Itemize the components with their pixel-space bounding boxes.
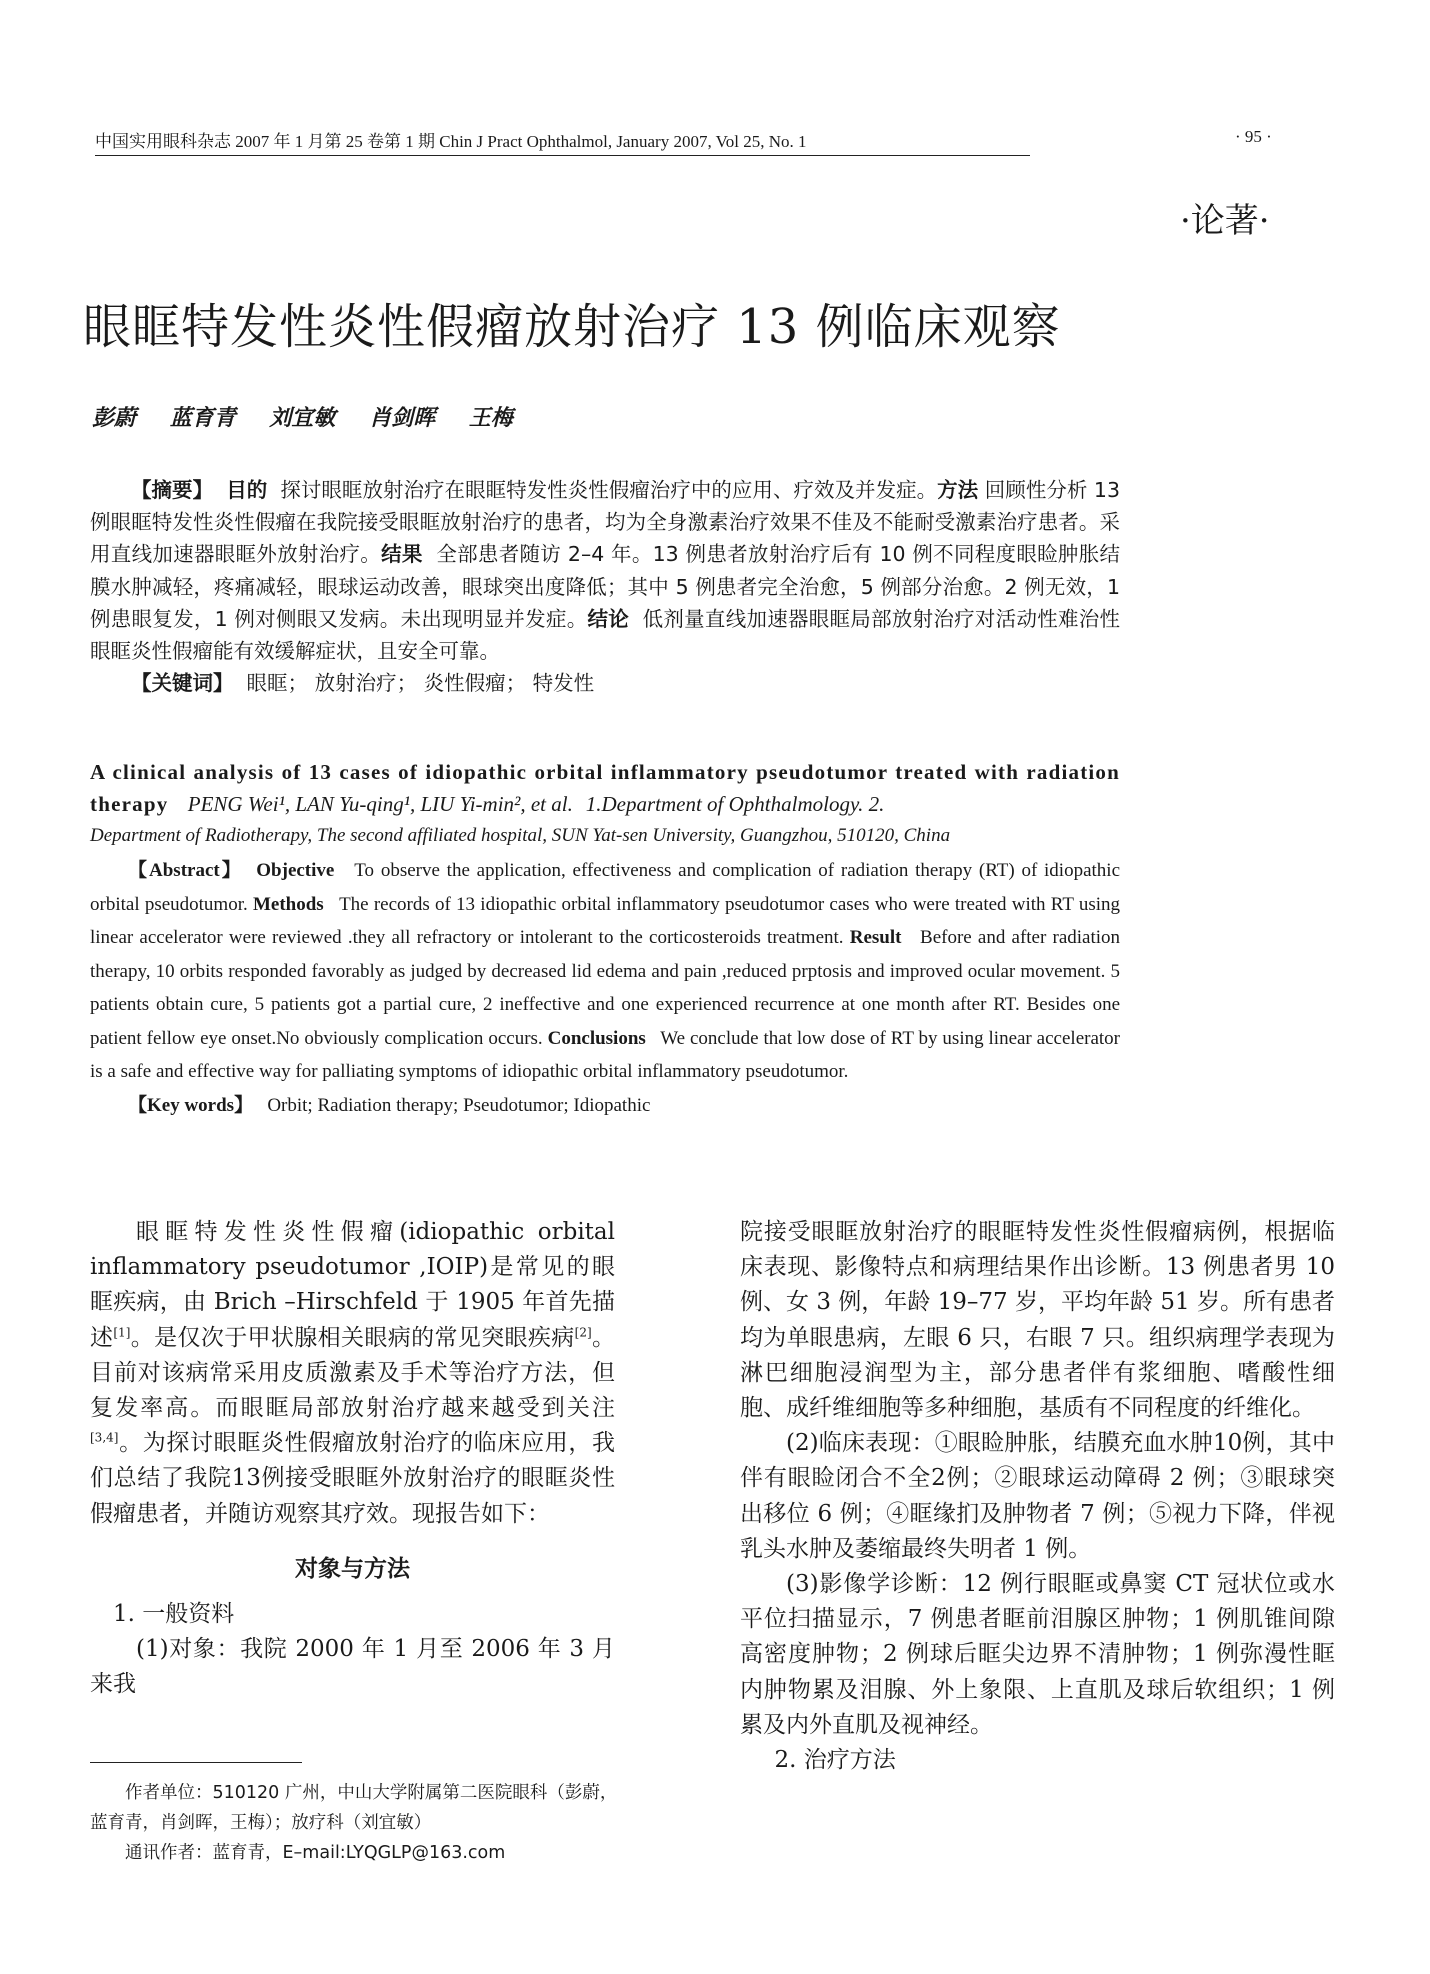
en-conclusions-label: Conclusions	[547, 1027, 646, 1049]
author: 刘宜敏	[269, 405, 336, 431]
en-authors: PENG Wei¹, LAN Yu-qing¹, LIU Yi-min², et al.	[187, 792, 573, 816]
author: 王梅	[468, 405, 513, 431]
english-abstract	[90, 756, 1120, 1122]
citation-ref: [3,4]	[90, 1430, 119, 1445]
en-conclusions: We conclude that low dose of RT by using linear accelerator is a safe and effective way for palliating symptoms of idiopathic orbital inflammatory pseudotumor.	[90, 1027, 1120, 1082]
running-header	[95, 127, 1335, 167]
section-heading: 对象与方法	[295, 1555, 410, 1582]
author-list	[92, 401, 539, 432]
chinese-abstract	[90, 474, 1120, 699]
body-paragraph: (2)临床表现：①眼睑肿胀，结膜充血水肿10例，其中伴有眼睑闭合不全2例；②眼球运动障碍 2 例；③眼球突出移位 6 例；④眶缘扪及肿物者 7 例；⑤视力下降，伴视乳头水肿及萎缩最终失明者 1 例。	[740, 1430, 1335, 1562]
cn-methods-label: 方法	[937, 478, 979, 502]
subsection-heading: 2. 治疗方法	[774, 1747, 896, 1774]
cn-results: 全部患者随访 2–4 年。13 例患者放射治疗后有 10 例不同程度眼睑肿胀结膜水肿减轻，疼痛减轻，眼球运动改善，眼球突出度降低；其中 5 例患者完全治愈，5 例部分治愈。2 例无效，1 例患眼复发，1 例对侧眼又发病。未出现明显并发症。	[90, 542, 1120, 631]
en-keywords-label: 【Key words】	[128, 1094, 254, 1116]
en-keywords	[90, 1089, 1120, 1123]
journal-citation: 中国实用眼科杂志 2007 年 1 月第 25 卷第 1 期 Chin J Pract Ophthalmol, January 2007, Vol 25, No. 1	[95, 132, 807, 151]
cn-keywords	[90, 667, 1120, 699]
en-abstract-paragraph	[90, 854, 1120, 1089]
cn-conclusion-label: 结论	[587, 606, 630, 631]
intro-text-b: 。是仅次于甲状腺相关眼病的常见突眼疾病	[130, 1324, 575, 1351]
en-result-label: Result	[849, 927, 902, 948]
en-title: A clinical analysis of 13 cases of idiopathic orbital inflammatory pseudotumor treated with radiation therapy	[90, 760, 1120, 816]
author: 蓝育青	[169, 405, 236, 431]
cn-methods: 回顾性分析 13 例眼眶特发性炎性假瘤在我院接受眼眶放射治疗的患者，均为全身激素治疗效果不佳及不能耐受激素治疗患者。采用直线加速器眼眶外放射治疗。	[90, 478, 1121, 567]
body-column-right	[740, 1215, 1335, 1778]
intro-paragraph	[90, 1215, 615, 1532]
intro-text-d: 。为探讨眼眶炎性假瘤放射治疗的临床应用，我们总结了我院13例接受眼眶外放射治疗的眼眶炎性假瘤患者，并随访观察其疗效。现报告如下：	[90, 1430, 615, 1527]
body-paragraph: 院接受眼眶放射治疗的眼眶特发性炎性假瘤病例，根据临床表现、影像特点和病理结果作出诊断。13 例患者男 10例、女 3 例，年龄 19–77 岁，平均年龄 51 岁。所有患者均为单眼患病，左眼 6 只，右眼 7 只。组织病理学表现为淋巴细胞浸润型为主，部分患者伴有浆细胞、嗜酸性细胞、成纤维细胞等多种细胞，基质有不同程度的纤维化。	[740, 1219, 1335, 1422]
footnote-unit: 作者单位：510120 广州，中山大学附属第二医院眼科（彭蔚，	[125, 1783, 618, 1803]
en-title-line	[90, 756, 1120, 820]
citation-ref: [1]	[113, 1324, 131, 1339]
en-methods: The records of 13 idiopathic orbital inflammatory pseudotumor cases who were treated with RT using linear accelerator were reviewed .they all refractory or intolerant to the corticosteroids treatment.	[90, 893, 1120, 948]
body-column-left	[90, 1215, 615, 1702]
intro-text-a: 眼眶特发性炎性假瘤(idiopathic orbital inflammatory pseudotumor ,IOIP)是常见的眼眶疾病，由 Brich –Hirschfeld 于 1905 年首先描述	[90, 1219, 615, 1351]
cn-abstract-body	[90, 474, 1120, 667]
cn-keywords-text: 眼眶； 放射治疗； 炎性假瘤； 特发性	[246, 671, 595, 696]
en-objective: To observe the application, effectiveness and complication of radiation therapy (RT) of idiopathic orbital pseudotumor.	[90, 860, 1121, 915]
cn-results-label: 结果	[381, 542, 423, 567]
author: 彭蔚	[92, 405, 137, 431]
en-abstract-label: 【Abstract】	[128, 860, 243, 881]
en-affiliation-1: 1.Department of Ophthalmology. 2.	[585, 792, 885, 816]
author: 肖剑晖	[369, 405, 436, 431]
cn-abstract-label: 【摘要】	[131, 478, 214, 502]
article-title: 眼眶特发性炎性假瘤放射治疗 13 例临床观察	[83, 299, 1061, 355]
cn-objective: 探讨眼眶放射治疗在眼眶特发性炎性假瘤治疗中的应用、疗效及并发症。	[280, 478, 938, 502]
citation-ref: [2]	[574, 1324, 592, 1339]
en-methods-label: Methods	[252, 893, 324, 915]
en-affiliation-2: Department of Radiotherapy, The second affiliated hospital, SUN Yat-sen University, Guangzhou, 510120, China	[90, 825, 951, 846]
footnote-rule	[90, 1762, 302, 1763]
header-rule	[95, 155, 1030, 156]
body-paragraph: (3)影像学诊断：12 例行眼眶或鼻窦 CT 冠状位或水平位扫描显示，7 例患者眶前泪腺区肿物；1 例肌锥间隙高密度肿物；2 例球后眶尖边界不清肿物；1 例弥漫性眶内肿物累及泪腺、外上象限、上直肌及球后软组织；1 例累及内外直肌及视神经。	[740, 1571, 1335, 1738]
en-result: Before and after radiation therapy, 10 orbits responded favorably as judged by decreased lid edema and pain ,reduced prptosis and improved ocular movement. 5 patients obtain cure, 5 patients got a partial cure, 2 ineffective and one experienced recurrence at one month after RT. Besides one patient fellow eye onset.No obviously complication occurs.	[90, 927, 1121, 1049]
footnote-unit-cont: 蓝育青，肖剑晖，王梅）；放疗科（刘宜敏）	[90, 1813, 432, 1833]
subject-paragraph: (1)对象：我院 2000 年 1 月至 2006 年 3 月来我	[90, 1636, 615, 1698]
footnote	[90, 1778, 690, 1868]
subsection-heading: 1. 一般资料	[113, 1600, 235, 1627]
footnote-contact: 通讯作者：蓝育青，E–mail:LYQGLP@163.com	[125, 1843, 506, 1863]
en-keywords-text: Orbit; Radiation therapy; Pseudotumor; Idiopathic	[267, 1094, 651, 1116]
cn-objective-label: 目的	[226, 478, 268, 502]
cn-conclusion: 低剂量直线加速器眼眶局部放射治疗对活动性难治性眼眶炎性假瘤能有效缓解症状，且安全可靠。	[90, 606, 1121, 664]
en-objective-label: Objective	[256, 860, 335, 881]
cn-keywords-label: 【关键词】	[131, 671, 234, 696]
page-number: · 95 ·	[1235, 127, 1272, 146]
en-abstract-body	[90, 854, 1120, 1122]
section-label: ·论著·	[1180, 201, 1270, 241]
intro-text-c: 。目前对该病常采用皮质激素及手术等治疗方法，但复发率高。而眼眶局部放射治疗越来越受到关注	[90, 1324, 616, 1422]
